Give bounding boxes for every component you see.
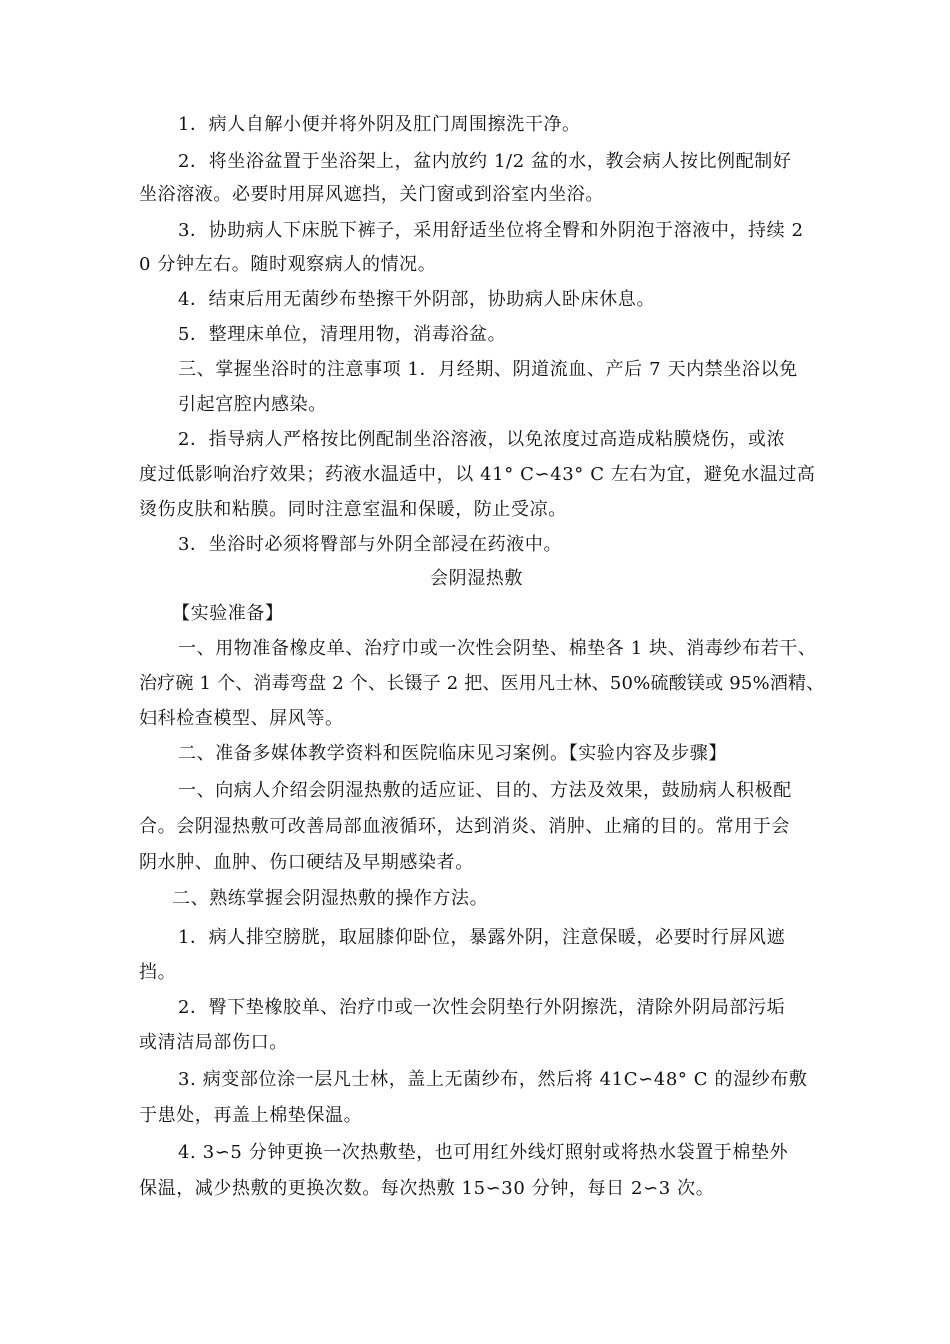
text-line: 二、准备多媒体教学资料和医院临床见习案例。【实验内容及步骤】 — [178, 743, 727, 764]
text-line: 2．指导病人严格按比例配制坐浴溶液，以免浓度过高造成粘膜烧伤，或浓 — [178, 429, 786, 450]
text-line: 二、熟练掌握会阴湿热敷的操作方法。 — [172, 888, 489, 909]
text-line: 4. 3∽5 分钟更换一次热敷垫，也可用红外线灯照射或将热水袋置于棉垫外 — [178, 1142, 789, 1163]
text-line: 合。会阴湿热敷可改善局部血液循环，达到消炎、消肿、止痛的目的。常用于会 — [139, 816, 790, 837]
text-line: 一、向病人介绍会阴湿热敷的适应证、目的、方法及效果，鼓励病人积极配 — [178, 780, 792, 801]
text-line: 一、用物准备橡皮单、治疗巾或一次性会阴垫、棉垫各 1 块、消毒纱布若干、 — [178, 638, 817, 659]
text-line: 妇科检查模型、屏风等。 — [139, 708, 344, 729]
text-line: 坐浴溶液。必要时用屏风遮挡，关门窗或到浴室内坐浴。 — [139, 184, 604, 205]
text-line: 1．病人排空膀胱，取屈膝仰卧位，暴露外阴，注意保暖，必要时行屏风遮 — [178, 927, 786, 948]
text-line: 于患处，再盖上棉垫保温。 — [139, 1105, 363, 1126]
text-line: 引起宫腔内感染。 — [178, 394, 327, 415]
text-line: 5．整理床单位，清理用物，消毒浴盆。 — [178, 324, 507, 345]
text-line: 治疗碗 1 个、消毒弯盘 2 个、长镊子 2 把、医用凡士林、50%硫酸镁或 95%酒精、 — [139, 673, 825, 694]
text-line: 3．协助病人下床脱下裤子，采用舒适坐位将全臀和外阴泡于溶液中，持续 2 — [178, 220, 804, 241]
text-line: 挡。 — [139, 962, 177, 983]
text-line: 4．结束后用无菌纱布垫擦干外阴部，协助病人卧床休息。 — [178, 289, 656, 310]
text-line: 三、掌握坐浴时的注意事项 1．月经期、阴道流血、产后 7 天内禁坐浴以免 — [178, 359, 798, 380]
text-line: 烫伤皮肤和粘膜。同时注意室温和保暖，防止受凉。 — [139, 499, 567, 520]
text-line: 3．坐浴时必须将臀部与外阴全部浸在药液中。 — [178, 534, 563, 555]
text-line: 1．病人自解小便并将外阴及肛门周围擦洗干净。 — [178, 114, 581, 135]
section-heading: 【实验准备】 — [172, 603, 284, 624]
text-line: 保温，减少热敷的更换次数。每次热敷 15∽30 分钟，每日 2∽3 次。 — [139, 1178, 715, 1199]
text-line: 或清洁局部伤口。 — [139, 1032, 288, 1053]
text-line: 度过低影响治疗效果；药液水温适中，以 41° C∽43° C 左右为宜，避免水温过高 — [139, 464, 816, 485]
text-line: 2．将坐浴盆置于坐浴架上，盆内放约 1/2 盆的水，教会病人按比例配制好 — [178, 151, 792, 172]
text-line: 0 分钟左右。随时观察病人的情况。 — [139, 254, 437, 275]
text-line: 阴水肿、血肿、伤口硬结及早期感染者。 — [139, 852, 474, 873]
text-line: 3. 病变部位涂一层凡士林，盖上无菌纱布，然后将 41C∽48° C 的湿纱布敷 — [178, 1069, 808, 1090]
section-title: 会阴湿热敷 — [430, 568, 523, 589]
text-line: 2．臀下垫橡胶单、治疗巾或一次性会阴垫行外阴擦洗，清除外阴局部污垢 — [178, 997, 786, 1018]
